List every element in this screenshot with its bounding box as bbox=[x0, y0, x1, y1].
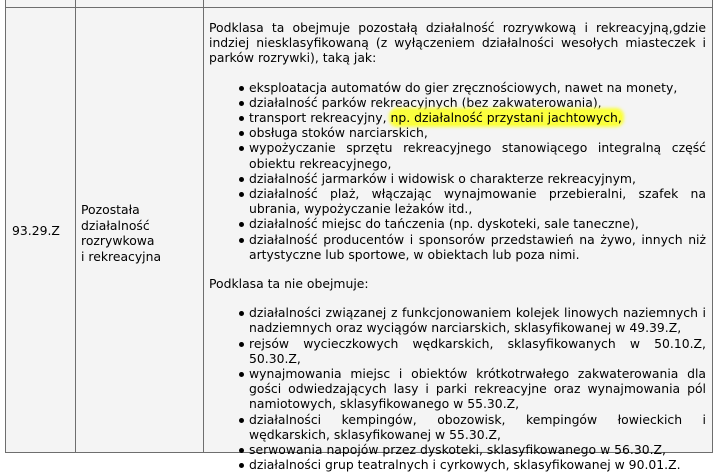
list-item: działalność producentów i sponsorów przedstawień na żywo, innych niż artystyczne lub sportowe, w obiektach lub poza nimi. bbox=[209, 232, 706, 262]
list-item-highlighted bbox=[209, 110, 706, 125]
excludes-list bbox=[209, 305, 706, 472]
column-divider-2 bbox=[203, 0, 204, 453]
class-name bbox=[81, 202, 161, 264]
list-item: działalność jarmarków i widowisk o charakterze rekreacyjnym, bbox=[209, 171, 706, 186]
includes-list bbox=[209, 80, 706, 262]
list-item-text: transport rekreacyjny, bbox=[249, 110, 391, 126]
list-item: wypożyczanie sprzętu rekreacyjnego stanowiącego integralną część obiektu rekreacyjnego, bbox=[209, 140, 706, 170]
column-divider-1 bbox=[75, 0, 76, 453]
class-name-line: Pozostała bbox=[81, 202, 140, 217]
list-item: wynajmowania miejsc i obiektów krótkotrwałego zakwaterowania dla gości odwiedzających lasy i parki rekreacyjne oraz wynajmowania pól namiotowych, sklasyfikowanego w 55.30.Z, bbox=[209, 366, 706, 412]
list-item: działalności kempingów, obozowisk, kempingów łowieckich i wędkarskich, sklasyfikowanej w 55.30.Z, bbox=[209, 412, 706, 442]
includes-intro: Podklasa ta obejmuje pozostałą działalność rozrywkową i rekreacyjną,gdzie indziej niesklasyfikowaną (z wyłączeniem działalności wesołych miasteczek i parków rozrywki), taką jak: bbox=[209, 20, 706, 66]
class-description bbox=[209, 20, 706, 472]
excludes-intro: Podklasa ta nie obejmuje: bbox=[209, 276, 369, 292]
class-name-line: i rekreacyjna bbox=[81, 248, 162, 264]
class-name-line: rozrywkowa bbox=[81, 233, 155, 248]
table-border-right bbox=[712, 0, 713, 453]
list-item: działalność plaż, włączając wynajmowanie przebieralni, szafek na ubrania, wypożyczanie leżaków itd., bbox=[209, 186, 706, 216]
row-divider-top bbox=[5, 7, 713, 8]
highlighted-text: np. działalność przystani jachtowych, bbox=[390, 110, 622, 126]
list-item: obsługa stoków narciarskich, bbox=[209, 125, 706, 140]
list-item: działalności grup teatralnych i cyrkowych, sklasyfikowanej w 90.01.Z. bbox=[209, 457, 706, 472]
list-item: działalność parków rekreacyjnych (bez zakwaterowania), bbox=[209, 95, 706, 110]
class-name-line: działalność bbox=[81, 217, 150, 233]
class-code: 93.29.Z bbox=[12, 223, 60, 238]
list-item: działalności związanej z funkcjonowaniem kolejek linowych naziemnych i nadziemnych oraz wyciągów narciarskich, sklasyfikowanej w 49.39.Z, bbox=[209, 305, 706, 335]
list-item: serwowania napojów przez dyskoteki, sklasyfikowanego w 56.30.Z, bbox=[209, 442, 706, 457]
list-item: działalność miejsc do tańczenia (np. dyskoteki, sale taneczne), bbox=[209, 216, 706, 231]
list-item: eksploatacja automatów do gier zręcznościowych, nawet na monety, bbox=[209, 80, 706, 95]
table-border-left bbox=[5, 0, 6, 453]
list-item: rejsów wycieczkowych wędkarskich, sklasyfikowanych w 50.10.Z, 50.30.Z, bbox=[209, 336, 706, 366]
